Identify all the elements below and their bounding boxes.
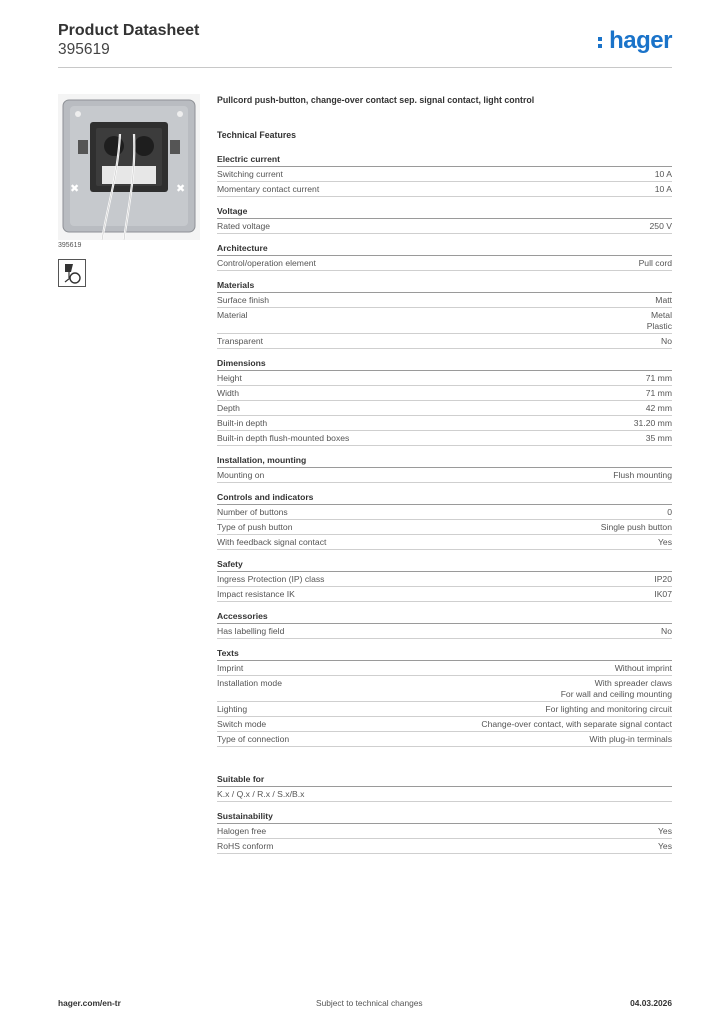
spec-row [217,167,672,182]
spec-value-line: IK07 [654,589,672,599]
spec-value [304,789,672,800]
spec-row [217,256,672,271]
section-title: Accessories [217,610,672,624]
spec-row [217,371,672,386]
footer-note: Subject to technical changes [316,998,423,1008]
spec-value [293,522,673,533]
spec-value-line: No [661,626,672,636]
section-title: Architecture [217,242,672,256]
spec-label: Momentary contact current [217,184,320,194]
spec-value-line: Plastic [646,321,672,331]
image-caption: 395619 [58,242,82,249]
spec-value [270,221,672,232]
spec-value-line: Change-over contact, with separate signal contact [481,719,672,729]
spec-label: Built-in depth flush-mounted boxes [217,433,350,443]
spec-value-line: 10 A [654,184,672,194]
footer-date: 04.03.2026 [630,998,672,1008]
spec-row [217,386,672,401]
spec-label: Transparent [217,336,264,346]
spec-value-line: 71 mm [645,388,672,398]
spec-value-line: 42 mm [645,403,672,413]
svg-text:✖: ✖ [176,182,186,195]
section [217,205,672,234]
spec-row [217,431,672,446]
spec-value [326,537,672,548]
spec-value [264,470,672,481]
section-title: Dimensions [217,357,672,371]
spec-value-line: With plug-in terminals [589,734,672,744]
section [217,242,672,271]
spec-label: Control/operation element [217,258,316,268]
section [217,773,672,802]
spec-value-line: 250 V [649,221,672,231]
spec-value [284,626,672,637]
section-title: Safety [217,558,672,572]
spec-label: Type of connection [217,734,290,744]
logo-text: hager [609,27,672,54]
spec-value [283,169,672,180]
spec-label: Switch mode [217,719,267,729]
spec-value-line: Yes [657,826,672,836]
section-title: Voltage [217,205,672,219]
spec-label: Mounting on [217,470,265,480]
spec-value-line: Without imprint [614,663,672,673]
spec-row [217,839,672,854]
spec-row [217,505,672,520]
spec-label: Width [217,388,239,398]
spec-label: RoHS conform [217,841,274,851]
spec-label: Height [217,373,242,383]
section [217,279,672,349]
spec-row [217,661,672,676]
spec-row [217,676,672,702]
section [217,454,672,483]
spec-value [295,589,672,600]
section [217,491,672,550]
spec-label: Built-in depth [217,418,268,428]
svg-text:✖: ✖ [70,182,80,195]
spec-row [217,416,672,431]
spec-value-line: 10 A [654,169,672,179]
section [217,153,672,197]
spec-label: Switching current [217,169,283,179]
spec-row [217,182,672,197]
spec-value [273,841,672,852]
spec-row [217,520,672,535]
spec-value-line: Pull cord [638,258,672,268]
product-image [58,94,200,240]
spec-value-line: Yes [657,841,672,851]
spec-label: Imprint [217,663,244,673]
spec-row [217,824,672,839]
feature-sections [217,153,672,854]
section [217,810,672,854]
spec-label: Lighting [217,704,248,714]
section-title: Texts [217,647,672,661]
spec-value-line: 0 [667,507,672,517]
spec-row [217,401,672,416]
spec-value [288,507,672,518]
spec-value [240,403,672,414]
spec-label: Has labelling field [217,626,285,636]
spec-value-line: Single push button [600,522,672,532]
spec-row [217,732,672,747]
spec-label: Rated voltage [217,221,271,231]
image-column [58,94,200,287]
spec-row [217,702,672,717]
section [217,647,672,747]
spec-row [217,468,672,483]
spec-label: Type of push button [217,522,293,532]
section-title: Sustainability [217,810,672,824]
spec-value-line: Matt [655,295,672,305]
spec-value [269,295,672,306]
section-title: Materials [217,279,672,293]
product-description: Pullcord push-button, change-over contact sep. signal contact, light control [217,95,535,105]
spec-value [263,336,672,347]
spec-value [324,574,672,585]
spec-value [248,310,672,332]
spec-value [243,663,672,674]
spec-label: Material [217,310,248,320]
spec-label: Surface finish [217,295,270,305]
spec-value-line: Flush mounting [613,470,672,480]
footer-website: hager.com/en-tr [58,998,121,1008]
spec-row [217,308,672,334]
spec-value-line: 35 mm [645,433,672,443]
spec-value [319,184,672,195]
spec-value-line: For lighting and monitoring circuit [545,704,672,714]
spec-value-line: For wall and ceiling mounting [560,689,672,699]
spec-row [217,624,672,639]
spec-row [217,535,672,550]
spec-value-line: IP20 [654,574,672,584]
spec-label: Number of buttons [217,507,288,517]
spec-row [217,587,672,602]
spec-value [349,433,672,444]
section-title: Electric current [217,153,672,167]
spec-row [217,293,672,308]
hager-logo [598,28,672,54]
spec-value-line: No [661,336,672,346]
section-title: Controls and indicators [217,491,672,505]
spec-row [217,717,672,732]
spec-value [247,704,672,715]
spec-label: Halogen free [217,826,267,836]
spec-value [266,826,672,837]
spec-label: Installation mode [217,678,282,688]
spec-row [217,787,672,802]
spec-value-line: With spreader claws [594,678,672,688]
content-column [217,94,672,854]
section-title: Installation, mounting [217,454,672,468]
document-number: 395619 [58,41,110,58]
spec-value [282,678,672,700]
spec-value-line: Metal [650,310,672,320]
section [217,610,672,639]
spec-row [217,219,672,234]
spec-label: Depth [217,403,240,413]
spec-value [267,418,672,429]
pullcord-pictogram-icon [58,259,86,287]
spec-label: With feedback signal contact [217,537,327,547]
spec-row [217,572,672,587]
spec-row [217,334,672,349]
section-title: Suitable for [217,773,672,787]
spec-value [266,719,672,730]
spec-value [289,734,672,745]
spec-value-line: 31.20 mm [633,418,672,428]
document-title: Product Datasheet [58,22,200,39]
section [217,558,672,602]
section [217,357,672,446]
page-header [58,22,672,68]
spec-value [239,388,672,399]
spec-value-line: 71 mm [645,373,672,383]
spec-value [316,258,672,269]
spec-label: K.x / Q.x / R.x / S.x/B.x [217,789,305,799]
spec-label: Ingress Protection (IP) class [217,574,325,584]
spec-value [242,373,672,384]
technical-features-heading: Technical Features [217,130,297,140]
spec-label: Impact resistance IK [217,589,295,599]
spec-value-line: Yes [657,537,672,547]
